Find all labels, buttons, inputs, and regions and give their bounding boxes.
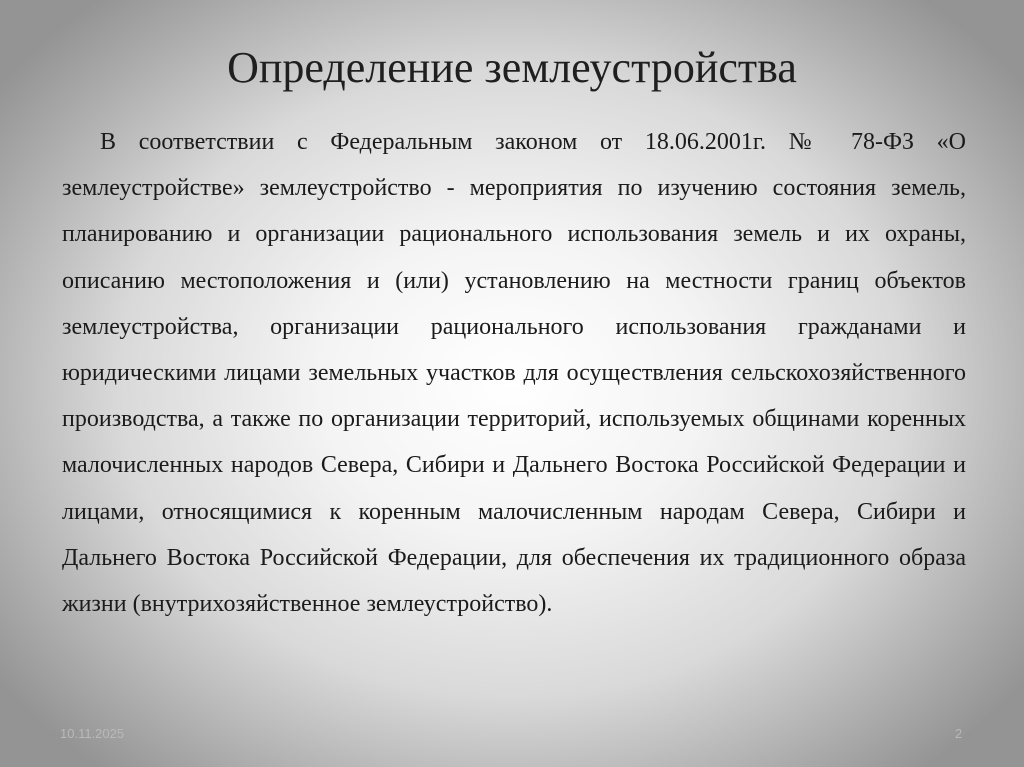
slide-body-text: В соответствии с Федеральным законом от 18.06.2001г. № 78-ФЗ «О землеустройстве» землеустройство - мероприятия по изучению состояния земель, планированию и организации рационального использования земель и их охраны, описанию местоположения и (или) установлению на местности границ объектов землеустройства, организации рационального использования гражданами и юридическими лицами земельных участков для осуществления сельскохозяйственного производства, а также по организации территорий, используемых общинами коренных малочисленных народов Севера, Сибири и Дальнего Востока Российской Федерации и лицами, относящимися к коренным малочисленным народам Севера, Сибири и Дальнего Востока Российской Федерации, для обеспечения их традиционного образа жизни (внутрихозяйственное землеустройство). bbox=[62, 129, 966, 618]
slide-title: Определение землеустройства bbox=[227, 43, 797, 92]
slide-number: 2 bbox=[955, 726, 963, 741]
footer-date: 10.11.2025 bbox=[60, 726, 125, 741]
